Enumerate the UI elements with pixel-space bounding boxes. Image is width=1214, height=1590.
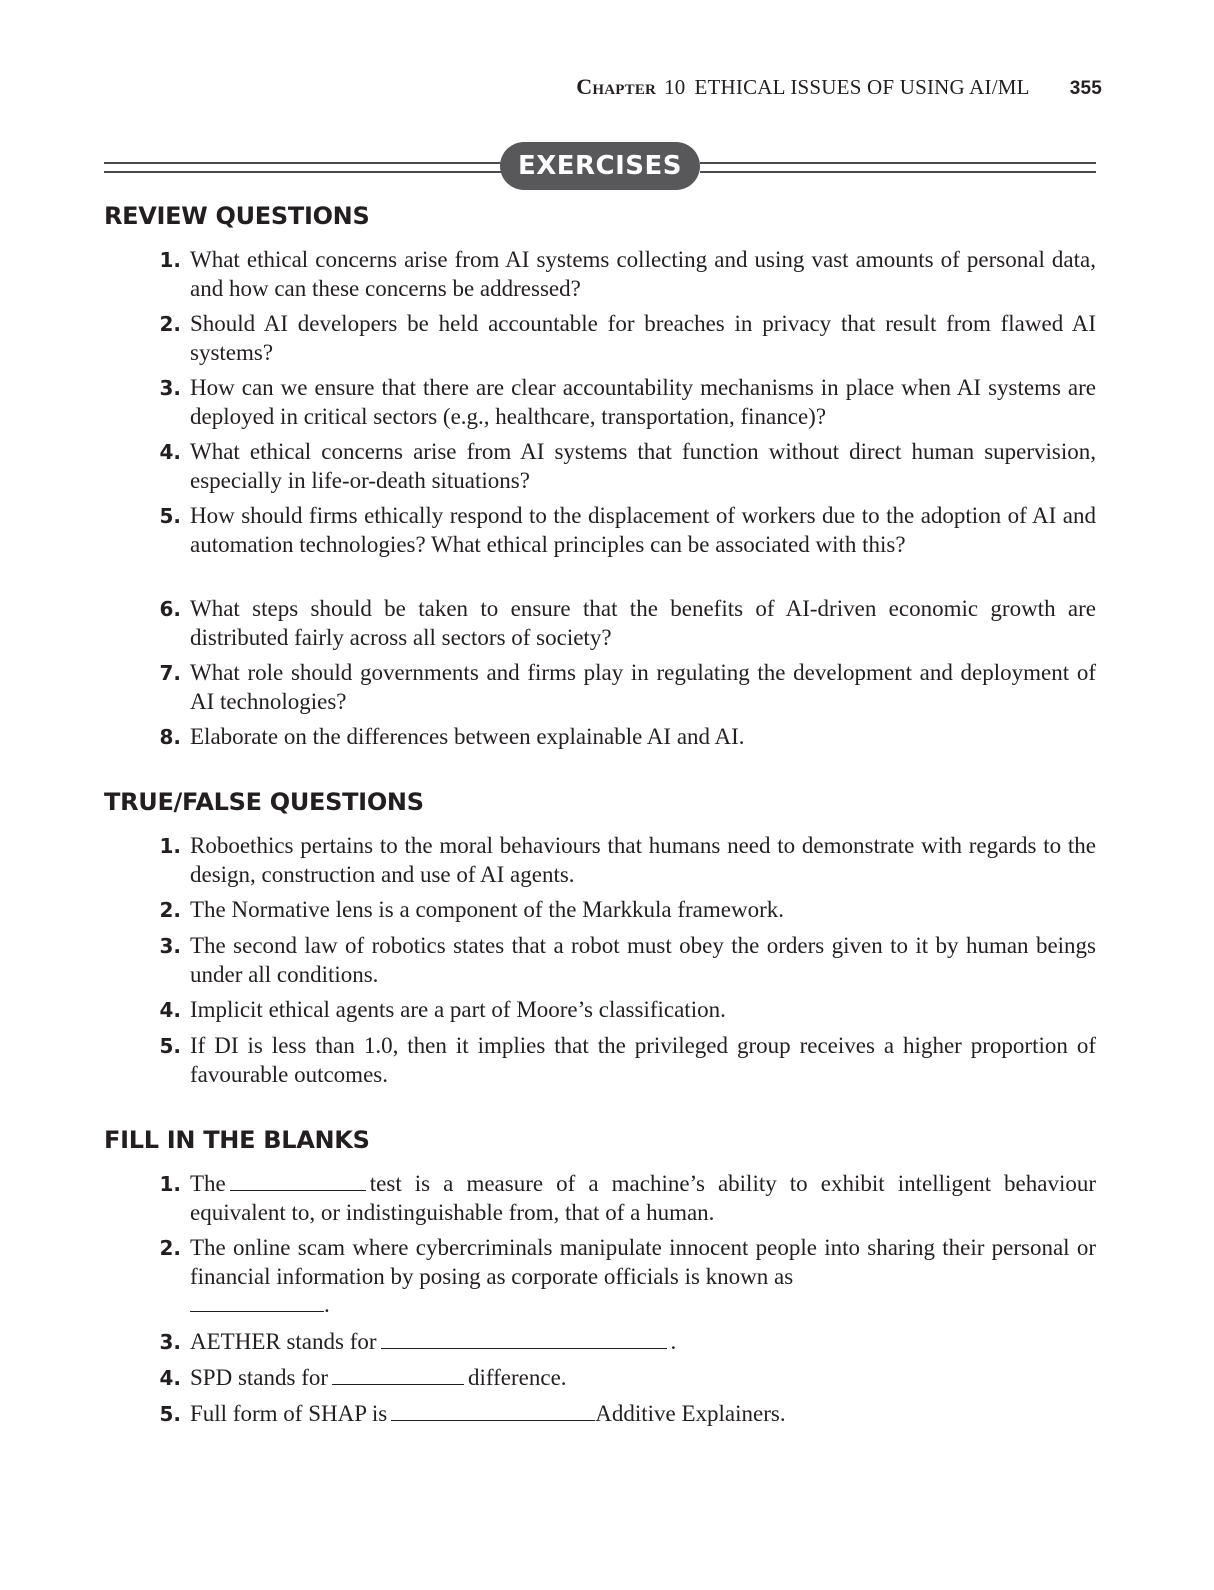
question-number: 1. — [159, 1172, 181, 1196]
question-text: Should AI developers be held accountable for breaches in privacy that result from flawed AI systems? — [190, 311, 1096, 365]
fill-blank-question — [104, 1400, 1096, 1436]
question-number: 3. — [159, 934, 181, 958]
true-false-heading: TRUE/FALSE QUESTIONS — [104, 788, 424, 816]
question-number: 3. — [159, 1330, 181, 1354]
question-text-after: test is a measure of a machine’s ability to exhibit intelligent behaviour equivalent to, or indistinguishable from, that of a human. — [190, 1171, 1096, 1225]
question-number: 4. — [159, 1366, 181, 1390]
review-question — [104, 723, 1096, 757]
question-text-before: SPD stands for — [190, 1365, 329, 1390]
question-number: 8. — [159, 725, 181, 749]
question-text: What ethical concerns arise from AI systems that function without direct human supervision, especially in life-or-death situations? — [190, 439, 1096, 493]
answer-blank — [190, 1291, 324, 1312]
question-text-after: difference. — [468, 1365, 567, 1390]
question-text: How can we ensure that there are clear accountability mechanisms in place when AI systems are deployed in critical sectors (e.g., healthcare, transportation, finance)? — [190, 375, 1096, 429]
question-text: The second law of robotics states that a robot must obey the orders given to it by human beings under all conditions. — [190, 933, 1096, 987]
answer-blank — [391, 1400, 595, 1421]
review-question — [104, 502, 1096, 595]
fill-blank-question — [104, 1170, 1096, 1234]
true-false-question — [104, 932, 1096, 996]
true-false-question — [104, 996, 1096, 1032]
review-question — [104, 595, 1096, 659]
running-head-chapter-number: 10 — [664, 75, 686, 99]
true-false-question — [104, 896, 1096, 932]
running-head — [576, 74, 1102, 100]
question-text: What ethical concerns arise from AI systems collecting and using vast amounts of personal data, and how can these concerns be addressed? — [190, 247, 1096, 301]
fill-in-the-blanks-heading: FILL IN THE BLANKS — [104, 1126, 370, 1154]
question-number: 6. — [159, 597, 181, 621]
question-number: 7. — [159, 661, 181, 685]
question-number: 2. — [159, 1236, 181, 1260]
question-number: 3. — [159, 376, 181, 400]
question-number: 4. — [159, 440, 181, 464]
question-number: 1. — [159, 248, 181, 272]
running-head-chapter-label: Chapter — [576, 74, 657, 99]
fill-blank-question — [104, 1328, 1096, 1364]
question-text: The Normative lens is a component of the Markkula framework. — [190, 897, 784, 922]
question-text: What role should governments and firms play in regulating the development and deployment of AI technologies? — [190, 660, 1096, 714]
true-false-question — [104, 832, 1096, 896]
answer-blank — [332, 1364, 464, 1385]
question-text-after: Additive Explainers. — [595, 1401, 786, 1426]
question-text: What steps should be taken to ensure that the benefits of AI-driven economic growth are distributed fairly across all sectors of society? — [190, 596, 1096, 650]
question-text-before: The online scam where cybercriminals manipulate innocent people into sharing their personal or financial information by posing as corporate officials is known as — [190, 1235, 1096, 1289]
question-number: 5. — [159, 1034, 181, 1058]
question-text: How should firms ethically respond to the displacement of workers due to the adoption of AI and automation technologies? What ethical principles can be associated with this? — [190, 503, 1096, 557]
running-head-chapter-title: ETHICAL ISSUES OF USING AI/ML — [694, 75, 1030, 99]
review-question — [104, 438, 1096, 502]
exercises-banner — [104, 142, 1096, 194]
review-questions-heading: REVIEW QUESTIONS — [104, 202, 370, 230]
question-number: 2. — [159, 898, 181, 922]
question-text: Roboethics pertains to the moral behaviours that humans need to demonstrate with regards to the design, construction and use of AI agents. — [190, 833, 1096, 887]
question-text: Implicit ethical agents are a part of Moore’s classification. — [190, 997, 726, 1022]
question-text-before: The — [190, 1171, 226, 1196]
question-number: 4. — [159, 998, 181, 1022]
review-question — [104, 374, 1096, 438]
question-text-before: Full form of SHAP is — [190, 1401, 388, 1426]
banner-rule-left — [104, 162, 504, 173]
review-questions-list — [104, 246, 1096, 757]
question-text-after: . — [324, 1292, 330, 1317]
question-text-before: AETHER stands for — [190, 1329, 377, 1354]
fill-in-the-blanks-list — [104, 1170, 1096, 1436]
fill-blank-question — [104, 1234, 1096, 1328]
true-false-list — [104, 832, 1096, 1096]
question-number: 2. — [159, 312, 181, 336]
question-number: 5. — [159, 504, 181, 528]
question-number: 5. — [159, 1402, 181, 1426]
question-text: If DI is less than 1.0, then it implies that the privileged group receives a higher proportion of favourable outcomes. — [190, 1033, 1096, 1087]
exercises-banner-label: EXERCISES — [500, 142, 700, 190]
review-question — [104, 246, 1096, 310]
question-number: 1. — [159, 834, 181, 858]
answer-blank — [381, 1328, 667, 1349]
question-text-after: . — [670, 1329, 677, 1354]
page-number: 355 — [1069, 78, 1102, 99]
review-question — [104, 310, 1096, 374]
banner-rule-right — [700, 162, 1096, 173]
answer-blank — [230, 1170, 366, 1191]
fill-blank-question — [104, 1364, 1096, 1400]
question-text: Elaborate on the differences between explainable AI and AI. — [190, 724, 745, 749]
true-false-question — [104, 1032, 1096, 1096]
review-question — [104, 659, 1096, 723]
